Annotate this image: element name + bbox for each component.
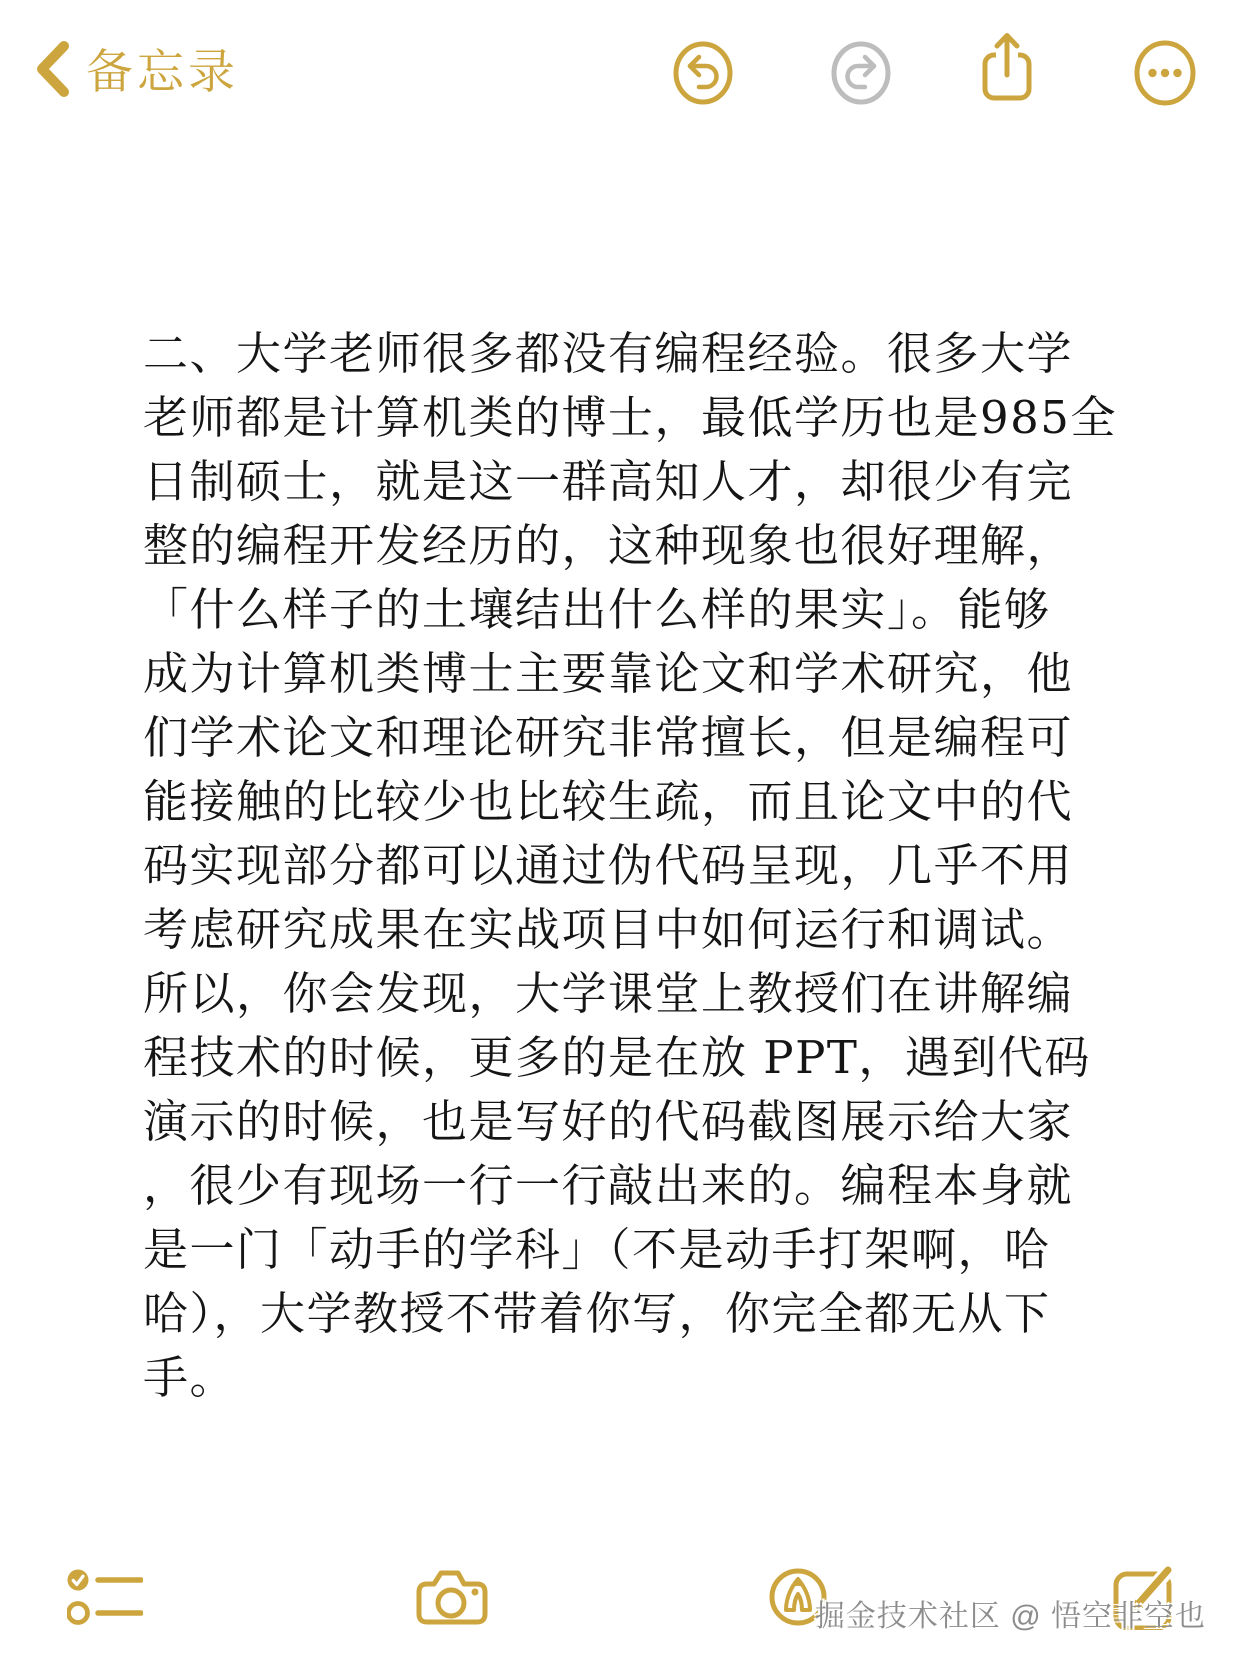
camera-icon[interactable] (413, 1564, 491, 1633)
more-options-icon[interactable] (1133, 40, 1197, 111)
note-line: 老师都是计算机类的博士，最低学历也是985全 (143, 391, 1117, 444)
share-icon[interactable] (978, 30, 1036, 109)
note-line: 二、大学老师很多都没有编程经验。很多大学 (143, 327, 1074, 380)
checklist-icon[interactable] (67, 1569, 143, 1630)
note-line: 所以，你会发现，大学课堂上教授们在讲解编 (143, 967, 1074, 1020)
note-line: 考虑研究成果在实战项目中如何运行和调试。 (143, 903, 1074, 956)
undo-icon[interactable] (672, 40, 734, 111)
compose-icon[interactable] (1110, 1560, 1180, 1635)
note-line: ，很少有现场一行一行敲出来的。编程本身就 (143, 1159, 1074, 1212)
back-button[interactable] (30, 38, 239, 105)
note-line: 码实现部分都可以通过伪代码呈现，几乎不用 (143, 839, 1074, 892)
note-line: 手。 (143, 1351, 237, 1404)
note-line: 哈），大学教授不带着你写，你完全都无从下 (143, 1287, 1051, 1340)
back-button-label: 备忘录 (86, 44, 239, 98)
redo-icon[interactable] (830, 40, 892, 111)
chevron-left-icon (30, 38, 74, 105)
note-editor[interactable] (143, 322, 1117, 1410)
note-line: 们学术论文和理论研究非常擅长，但是编程可 (143, 711, 1074, 764)
note-line: 成为计算机类博士主要靠论文和学术研究，他 (143, 647, 1074, 700)
markup-pen-icon[interactable] (767, 1566, 829, 1633)
note-line: 是一门「动手的学科」（不是动手打架啊，哈 (143, 1223, 1051, 1276)
note-line: 整的编程开发经历的，这种现象也很好理解， (143, 519, 1074, 572)
note-line: 能接触的比较少也比较生疏，而且论文中的代 (143, 775, 1074, 828)
bottom-toolbar (0, 1545, 1242, 1660)
watermark-text: 掘金技术社区 @ 悟空非空也 (814, 1600, 1206, 1633)
note-line: 程技术的时候，更多的是在放 PPT，遇到代码 (143, 1031, 1091, 1084)
note-line: 日制硕士，就是这一群高知人才，却很少有完 (143, 455, 1074, 508)
nav-bar (0, 0, 1242, 140)
note-line: 「什么样子的土壤结出什么样的果实」。能够 (143, 583, 1051, 636)
note-line: 演示的时候，也是写好的代码截图展示给大家 (143, 1095, 1074, 1148)
